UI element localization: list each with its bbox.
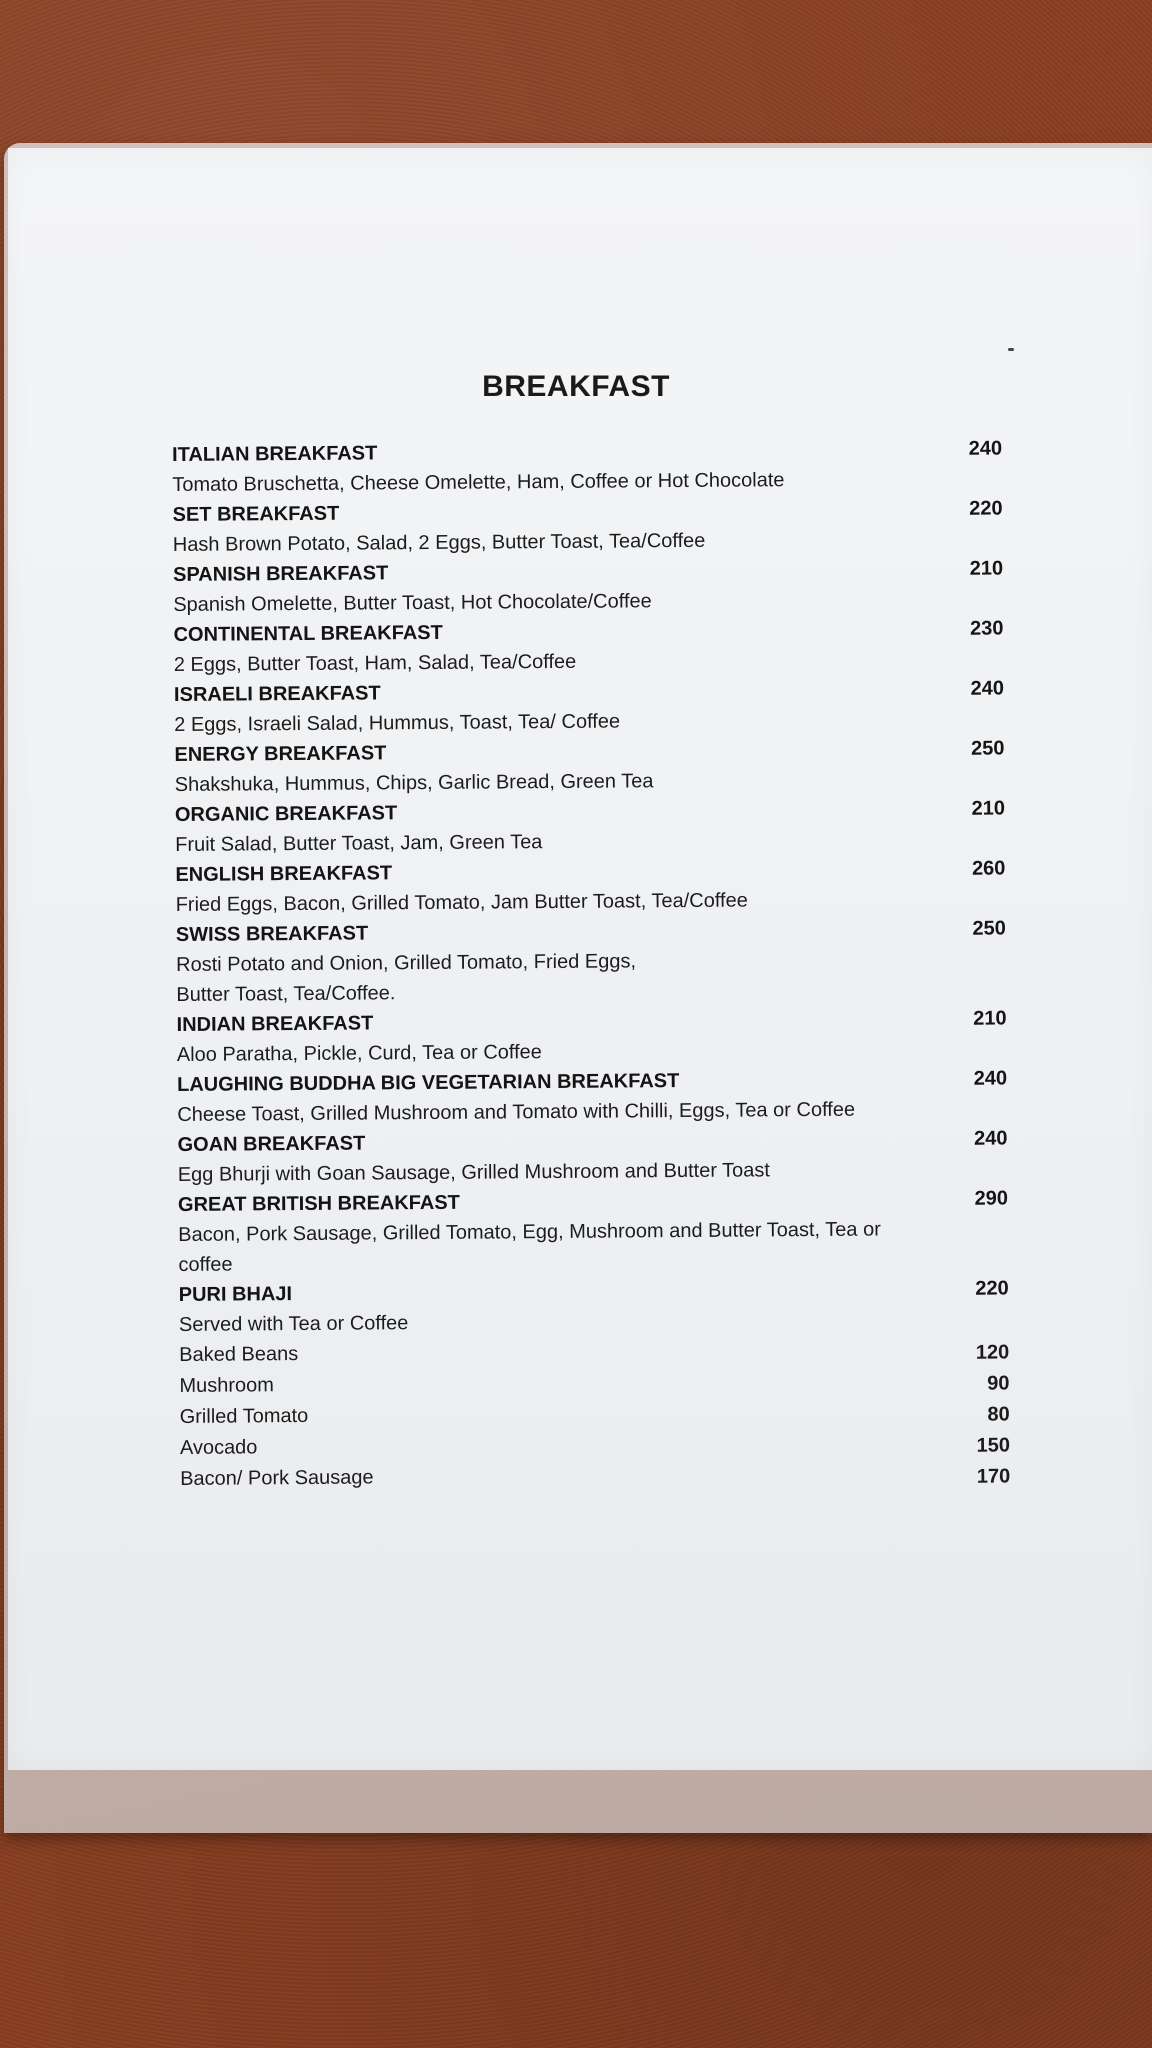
item-name: ENGLISH BREAKFAST (175, 862, 393, 886)
item-price: 250 (970, 737, 1005, 760)
menu-item (175, 793, 1005, 860)
item-price: 210 (973, 1007, 1007, 1030)
item-name: ISRAELI BREAKFAST (173, 682, 381, 706)
extra-item (180, 1457, 1010, 1495)
item-price: 220 (969, 497, 1003, 520)
item-description: Rosti Potato and Onion, Grilled Tomato, Fried Eggs, (176, 950, 637, 976)
extra-item-name: Mushroom (179, 1374, 274, 1397)
extra-item-price: 150 (976, 1434, 1011, 1457)
item-price: 290 (974, 1187, 1009, 1210)
extra-item-name: Avocado (179, 1436, 258, 1459)
item-price: 240 (970, 677, 1005, 700)
item-description: Bacon, Pork Sausage, Grilled Tomato, Egg, Mushroom and Butter Toast, Tea or (178, 1218, 881, 1246)
item-name: SWISS BREAKFAST (175, 922, 369, 946)
menu-item (176, 913, 1007, 1010)
menu-item (177, 1063, 1007, 1130)
extra-item-price: 90 (987, 1372, 1010, 1395)
item-description: 2 Eggs, Butter Toast, Ham, Salad, Tea/Coffee (173, 650, 577, 676)
menu-item (174, 733, 1004, 800)
item-price: 210 (969, 557, 1004, 580)
menu-item (178, 1183, 1009, 1280)
item-description: Fruit Salad, Butter Toast, Jam, Green Tea (175, 831, 543, 856)
item-description: Tomato Bruschetta, Cheese Omelette, Ham, Coffee or Hot Chocolate (172, 469, 785, 496)
item-price: 260 (971, 857, 1006, 880)
item-price: 250 (972, 917, 1006, 940)
item-price: 240 (974, 1127, 1008, 1150)
item-description: Served with Tea or Coffee (178, 1312, 409, 1336)
item-description-continued: coffee (178, 1253, 233, 1276)
extra-item-price: 170 (976, 1465, 1011, 1488)
menu-item (173, 553, 1003, 620)
item-description: Spanish Omelette, Butter Toast, Hot Chocolate/Coffee (173, 590, 652, 616)
item-description: Cheese Toast, Grilled Mushroom and Tomato with Chilli, Eggs, Tea or Coffee (177, 1098, 856, 1126)
item-description: Aloo Paratha, Pickle, Curd, Tea or Coffee (176, 1041, 542, 1066)
item-description: Shakshuka, Hummus, Chips, Garlic Bread, Green Tea (174, 770, 654, 796)
item-description: Fried Eggs, Bacon, Grilled Tomato, Jam Butter Toast, Tea/Coffee (175, 889, 748, 916)
item-name: INDIAN BREAKFAST (176, 1012, 374, 1036)
item-name: GREAT BRITISH BREAKFAST (177, 1191, 460, 1216)
item-description: 2 Eggs, Israeli Salad, Hummus, Toast, Tea/ Coffee (174, 710, 621, 736)
item-name: SPANISH BREAKFAST (172, 562, 389, 586)
extra-item-name: Bacon/ Pork Sausage (180, 1466, 374, 1490)
extra-item-name: Baked Beans (179, 1343, 299, 1366)
menu-item (172, 433, 1002, 500)
item-name: SET BREAKFAST (172, 502, 340, 526)
item-price: 240 (968, 437, 1003, 460)
item-name: PURI BHAJI (178, 1283, 293, 1306)
item-price: 220 (975, 1277, 1009, 1300)
menu-item (175, 853, 1005, 920)
item-name: ITALIAN BREAKFAST (172, 442, 378, 466)
menu-item (172, 493, 1002, 560)
item-description: Egg Bhurji with Goan Sausage, Grilled Mushroom and Butter Toast (177, 1159, 771, 1186)
item-name: LAUGHING BUDDHA BIG VEGETARIAN BREAKFAST (176, 1070, 680, 1096)
menu-item (177, 1123, 1007, 1190)
item-price: 230 (970, 617, 1004, 640)
item-name: GOAN BREAKFAST (177, 1132, 366, 1156)
menu-item (174, 673, 1004, 740)
menu-item (176, 1003, 1006, 1070)
menu-items (172, 433, 1010, 1494)
item-price: 210 (971, 797, 1006, 820)
item-name: ORGANIC BREAKFAST (174, 802, 398, 826)
extra-item-price: 120 (975, 1341, 1010, 1364)
menu-item (179, 1273, 1009, 1340)
extra-item-name: Grilled Tomato (179, 1404, 309, 1428)
item-name: ENERGY BREAKFAST (174, 742, 387, 766)
item-description: Hash Brown Potato, Salad, 2 Eggs, Butter Toast, Tea/Coffee (172, 529, 706, 556)
item-name: CONTINENTAL BREAKFAST (173, 621, 443, 646)
menu-title: BREAKFAST (482, 370, 670, 403)
menu-item (173, 613, 1003, 680)
item-price: 240 (973, 1067, 1008, 1090)
extra-item-price: 80 (987, 1403, 1010, 1426)
item-description-continued: Butter Toast, Tea/Coffee. (176, 982, 396, 1006)
